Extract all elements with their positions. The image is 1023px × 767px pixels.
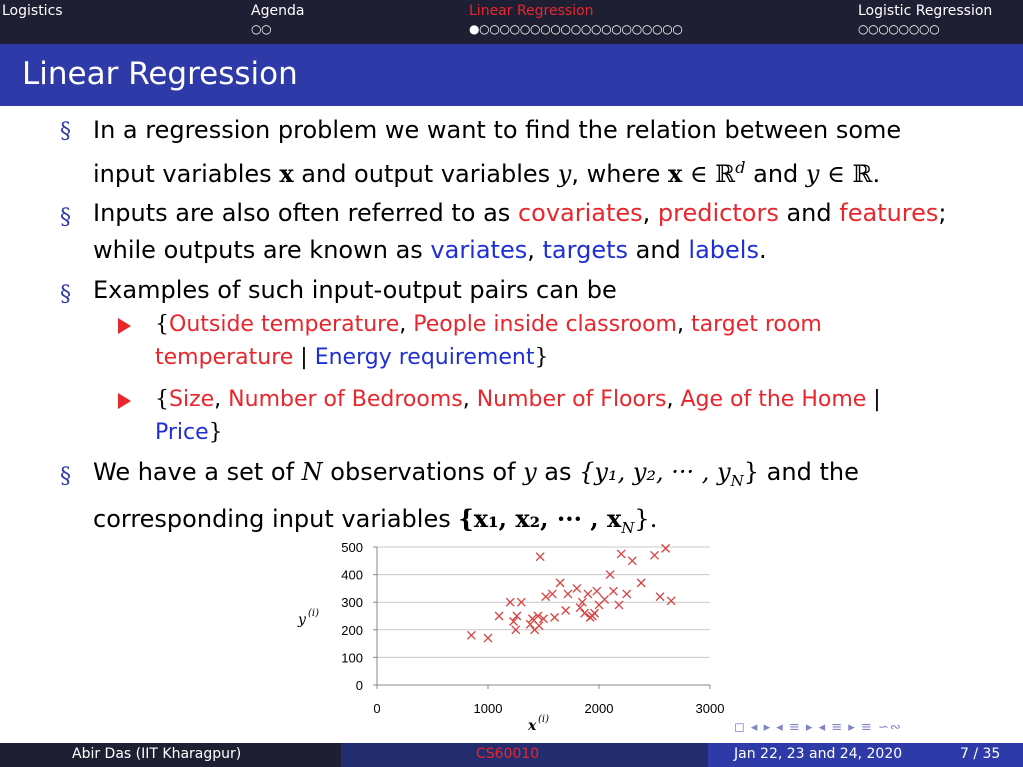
text: | [293, 345, 315, 370]
sub-bullet-2 [155, 383, 975, 449]
math-subscript-N: N [621, 518, 635, 537]
footer-course-cell [341, 743, 708, 767]
x-tick-label: 2000 [584, 701, 614, 716]
data-point [548, 590, 556, 598]
math-x: x [279, 159, 294, 188]
data-point [593, 587, 601, 595]
footer-date: Jan 22, 23 and 24, 2020 [734, 746, 903, 762]
math-y: y [557, 160, 572, 188]
term-target-room: target room [690, 312, 822, 337]
data-point [623, 590, 631, 598]
math-in-reals: ∈ ℝ. [819, 160, 881, 188]
sub-bullet-2-line-2 [155, 416, 975, 449]
term-temperature: temperature [155, 345, 294, 370]
math-set-x: {x₁, x₂, ··· , x [458, 503, 622, 533]
data-point [562, 606, 570, 614]
text: , [214, 387, 229, 412]
brace: } [208, 420, 223, 445]
nav-section-agenda[interactable]: Agenda [251, 3, 305, 19]
bullet-1-line-1: In a regression problem we want to find the relation between some [93, 116, 902, 144]
x-axis-label-superscript: (i) [538, 714, 550, 725]
term-features: features [839, 199, 939, 227]
slide-title-bar [0, 44, 1023, 106]
data-point [551, 613, 559, 621]
brace: { [155, 387, 169, 412]
x-tick-label: 3000 [695, 701, 725, 716]
term-price: Price [155, 420, 209, 445]
beamer-navigation-controls[interactable]: ◻ ◂ ▸ ◂ ≡ ▸ ◂ ≡ ▸ ≡ ∽∾ [734, 720, 902, 735]
nav-agenda-progress-dots[interactable]: ○○ [251, 22, 272, 36]
brace: } [534, 345, 549, 370]
term-labels: labels [688, 236, 759, 264]
bullet-4 [93, 454, 993, 537]
bullet-3: Examples of such input-output pairs can be [93, 276, 617, 304]
y-tick-label: 400 [341, 567, 363, 583]
term-targets: targets [542, 236, 628, 264]
term-predictors: predictors [657, 199, 779, 227]
text: , where [571, 160, 668, 188]
text: input variables [93, 160, 280, 188]
data-point [662, 544, 670, 552]
term-outside-temperature: Outside temperature [169, 312, 400, 337]
brace: { [155, 312, 169, 337]
nav-section-linear-regression[interactable]: Linear Regression [469, 3, 594, 19]
term-energy-requirement: Energy requirement [314, 345, 535, 370]
footer-course: CS60010 [476, 746, 540, 762]
data-point [637, 579, 645, 587]
math-superscript-d: d [735, 158, 746, 177]
text: Inputs are also often referred to as [93, 199, 518, 227]
text: and [628, 236, 689, 264]
term-people-inside-classroom: People inside classroom [413, 312, 677, 337]
text: as [536, 458, 580, 486]
data-point [581, 609, 589, 617]
sub-bullet-triangle-icon [118, 393, 131, 409]
text: observations of [322, 458, 524, 486]
math-N: N [301, 458, 323, 486]
brace: } [743, 458, 760, 486]
data-point [573, 584, 581, 592]
text: , [642, 199, 658, 227]
x-tick-label: 1000 [473, 701, 503, 716]
footer [0, 743, 1023, 767]
text: and [745, 160, 806, 188]
x-axis-label: x [528, 718, 537, 734]
sub-bullet-1 [155, 308, 935, 374]
data-point [484, 634, 492, 642]
term-age-of-the-home: Age of the Home [680, 387, 867, 412]
bullet-marker-1: § [60, 119, 71, 144]
y-tick-label: 300 [341, 595, 363, 611]
math-y: y [805, 160, 820, 188]
bullet-marker-3: § [60, 282, 71, 307]
nav-section-logistic-regression[interactable]: Logistic Regression [858, 3, 993, 19]
bullet-2 [93, 195, 1013, 269]
text: | [866, 387, 881, 412]
data-point [536, 553, 544, 561]
slide-title: Linear Regression [22, 56, 298, 92]
y-tick-label: 0 [355, 678, 363, 693]
nav-logistic-regression-progress-dots[interactable]: ○○○○○○○○ [858, 22, 940, 36]
bullet-marker-2: § [60, 205, 71, 230]
term-size: Size [169, 387, 215, 412]
section-navigation-bar [0, 0, 1023, 44]
text: , [527, 236, 543, 264]
data-point [542, 593, 550, 601]
math-set-y: {y₁, y₂, ··· , y [579, 458, 731, 486]
sub-bullet-1-line-1 [155, 308, 935, 341]
sub-bullet-triangle-icon [118, 318, 131, 334]
bullet-1 [93, 112, 993, 193]
math-x: x [667, 159, 683, 188]
data-point [584, 590, 592, 598]
term-covariates: covariates [517, 199, 643, 227]
data-point [564, 590, 572, 598]
data-point [535, 622, 543, 630]
text: . [758, 236, 767, 264]
sub-bullet-2-line-1 [155, 383, 975, 416]
data-point [617, 550, 625, 558]
bullet-2-line-1 [93, 195, 1013, 232]
text: , [399, 312, 414, 337]
bullet-4-line-1 [93, 454, 993, 500]
data-point [591, 609, 599, 617]
term-number-of-bedrooms: Number of Bedrooms [228, 387, 463, 412]
data-point [495, 612, 503, 620]
bullet-2-line-2 [93, 232, 1013, 269]
scatter-chart [290, 532, 740, 742]
y-axis-label-superscript: (i) [308, 608, 320, 619]
y-tick-label: 100 [341, 650, 363, 666]
text: }. [634, 504, 658, 533]
text: corresponding input variables [93, 504, 459, 533]
data-point [656, 593, 664, 601]
text: while outputs are known as [93, 236, 431, 264]
text: We have a set of [93, 458, 302, 486]
footer-date-cell [708, 743, 1023, 767]
text: , [676, 312, 691, 337]
y-tick-label: 500 [341, 540, 363, 555]
data-point [628, 557, 636, 565]
footer-page-number: 7 / 35 [960, 746, 1001, 762]
data-point [556, 579, 564, 587]
term-variates: variates [430, 236, 528, 264]
data-point [651, 551, 659, 559]
footer-author: Abir Das (IIT Kharagpur) [72, 746, 242, 762]
term-number-of-floors: Number of Floors [476, 387, 667, 412]
nav-linear-regression-progress-dots[interactable]: ●○○○○○○○○○○○○○○○○○○○○ [469, 22, 683, 36]
text: , [462, 387, 477, 412]
nav-section-logistics[interactable]: Logistics [2, 3, 63, 19]
y-axis-label: y [298, 612, 306, 628]
text: ; [938, 199, 947, 227]
x-tick-label: 0 [373, 701, 381, 716]
sub-bullet-1-line-2 [155, 341, 935, 374]
text: , [666, 387, 681, 412]
math-subscript-N: N [730, 471, 744, 490]
math-y: y [523, 458, 537, 486]
text: and output variables [293, 160, 558, 188]
bullet-1-line-2 [93, 149, 993, 193]
data-point [467, 631, 475, 639]
y-tick-label: 200 [341, 622, 363, 638]
data-point [609, 587, 617, 595]
data-point [667, 597, 675, 605]
text: and the [759, 458, 859, 486]
math-in-reals: ∈ ℝ [682, 160, 736, 188]
text: and [778, 199, 840, 227]
footer-author-cell [0, 743, 341, 767]
bullet-marker-4: § [60, 464, 71, 489]
